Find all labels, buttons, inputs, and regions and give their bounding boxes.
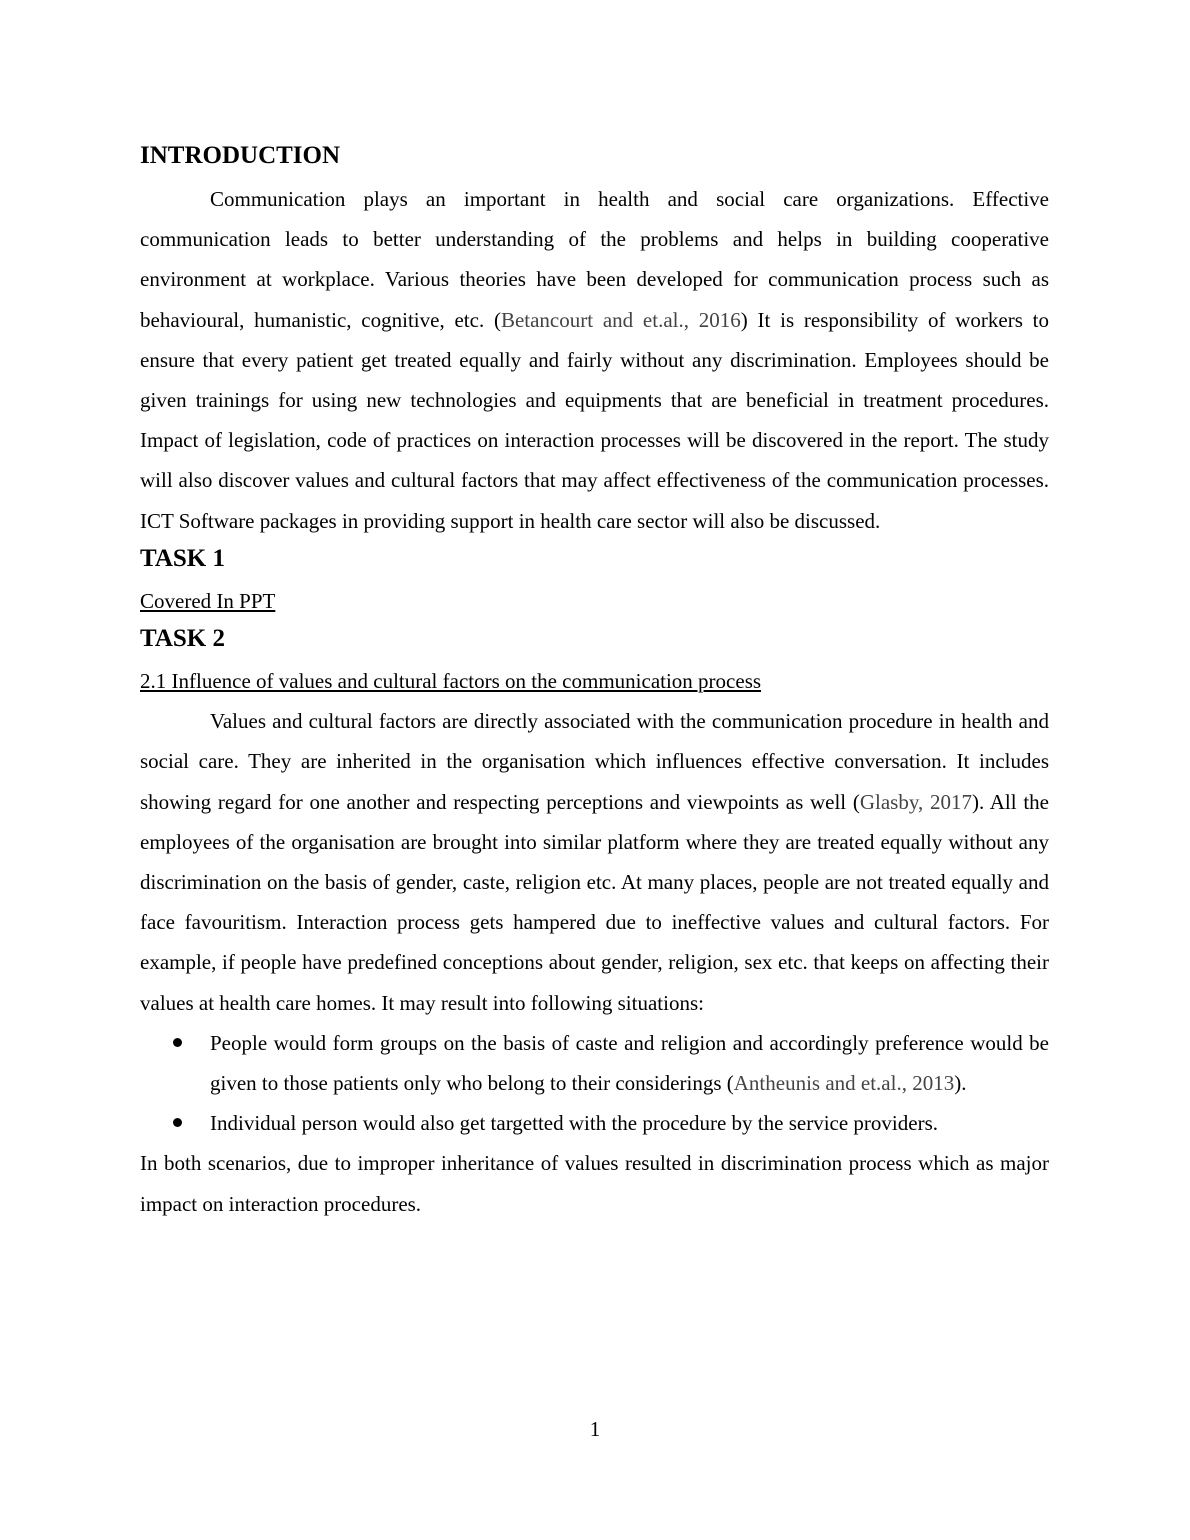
bullet1-text-1: People would form groups on the basis of caste and religion and accordingly preference would be given to those patients only who belong to their considerings (: [210, 1030, 1049, 1096]
intro-text-1: Communication plays an important in health and social care organizations. Effective communication leads to better understanding of the problems and helps in building cooperative environment at workplace. Various theories have been developed for communication process such as behavioural, humanistic, cognitive, etc. (: [140, 187, 1049, 332]
list-item: [140, 1103, 1049, 1143]
task2-text-2: ). All the employees of the organisation are brought into similar platform where they are treated equally without any discrimination on the basis of gender, caste, religion etc. At many places, people are not treated equally and face favouritism. Interaction process gets hampered due to ineffective values and cultural factors. For example, if people have predefined conceptions about gender, religion, sex etc. that keeps on affecting their values at health care homes. It may result into following situations:: [140, 789, 1049, 1015]
introduction-heading: INTRODUCTION: [140, 142, 341, 169]
introduction-paragraph: [140, 179, 1049, 541]
bullet-icon: [173, 1038, 182, 1047]
citation-betancourt: Betancourt and et.al., 2016: [500, 307, 741, 332]
task1-heading: TASK 1: [140, 544, 225, 572]
closing-paragraph: In both scenarios, due to improper inheritance of values resulted in discrimination process which as major impact on interaction procedures.: [140, 1151, 1049, 1216]
bullet2-text: Individual person would also get targetted with the procedure by the service providers.: [210, 1111, 938, 1136]
citation-antheunis: Antheunis and et.al., 2013: [733, 1071, 955, 1096]
task2-heading: TASK 2: [140, 625, 225, 653]
situations-list: [140, 1023, 1049, 1144]
bullet1-text-2: ).: [954, 1071, 967, 1096]
citation-glasby: Glasby, 2017: [859, 789, 972, 814]
covered-in-ppt-link[interactable]: Covered In PPT: [140, 588, 276, 613]
task2-text-1: Values and cultural factors are directly associated with the communication procedure in health and social care. They are inherited in the organisation which influences effective conversation. It includes showing regard for one another and respecting perceptions and viewpoints as well (: [140, 709, 1049, 814]
list-item: [140, 1023, 1049, 1103]
task2-paragraph: [140, 701, 1049, 1023]
bullet-icon: [173, 1118, 182, 1127]
section-2-1-subheading: 2.1 Influence of values and cultural factors on the communication process: [140, 669, 762, 694]
intro-text-2: ) It is responsibility of workers to ensure that every patient get treated equally and fairly without any discrimination. Employees should be given trainings for using new technologies and equipments that are beneficial in treatment procedures. Impact of legislation, code of practices on interaction processes will be discovered in the report. The study will also discover values and cultural factors that may affect effectiveness of the communication processes. ICT Software packages in providing support in health care sector will also be discussed.: [140, 307, 1049, 533]
document-page: [140, 138, 1049, 1224]
page-number: 1: [589, 1417, 601, 1441]
